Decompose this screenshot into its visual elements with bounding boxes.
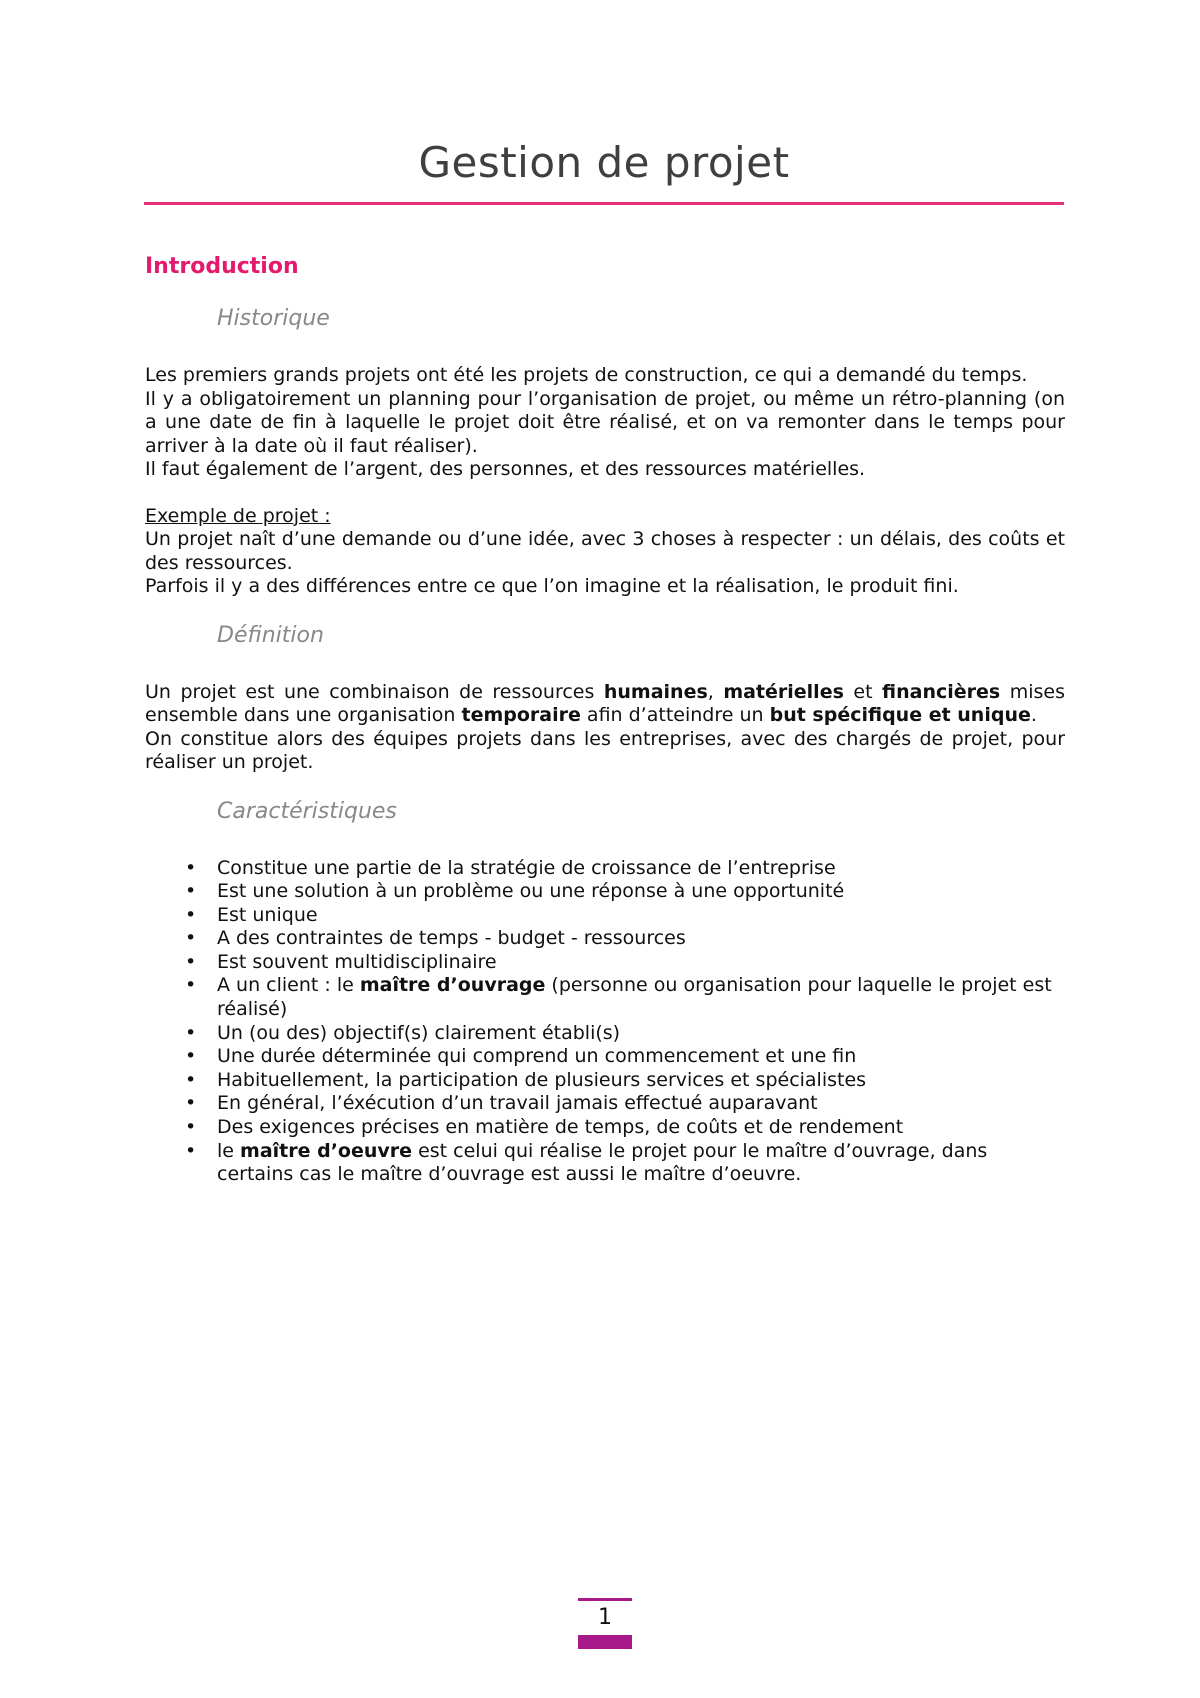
historique-paragraph-5: Parfois il y a des différences entre ce que l’on imagine et la réalisation, le produit fini.	[145, 575, 959, 597]
list-item	[145, 1116, 1065, 1140]
list-item-text: est celui qui réalise le projet pour le maître d’ouvrage, dans certains cas le maître d’ouvrage est aussi le maître d’oeuvre.	[217, 1139, 988, 1186]
list-item-bold-maitre-ouvrage: maître d’ouvrage	[359, 974, 546, 997]
list-item	[145, 1140, 1065, 1187]
historique-paragraph-1: Les premiers grands projets ont été les projets de construction, ce qui a demandé du temps.	[145, 364, 1028, 386]
definition-bold-but: but spécifique et unique	[769, 704, 1031, 726]
definition-text: mises ensemble dans une organisation	[145, 680, 1065, 726]
page-title: Gestion de projet	[418, 138, 790, 187]
definition-text: .	[1030, 704, 1037, 726]
list-item-text: A un client : le	[217, 974, 360, 997]
page-number-footer	[578, 1598, 632, 1649]
list-item-text: Constitue une partie de la stratégie de croissance de l’entreprise	[217, 856, 836, 879]
historique-paragraph-3: Il faut également de l’argent, des personnes, et des ressources matérielles.	[145, 458, 866, 480]
heading-historique: Historique	[217, 306, 330, 331]
list-item-text: Est une solution à un problème ou une réponse à une opportunité	[217, 880, 845, 903]
list-item-text: Une durée déterminée qui comprend un commencement et une fin	[217, 1045, 857, 1068]
bullet-icon: •	[185, 950, 197, 973]
list-item	[145, 857, 1065, 881]
list-item-text: En général, l’éxécution d’un travail jamais effectué auparavant	[217, 1092, 818, 1115]
characteristics-list	[145, 857, 1065, 1187]
bullet-icon: •	[185, 1092, 197, 1115]
list-item	[145, 1069, 1065, 1093]
heading-definition: Définition	[217, 622, 324, 648]
definition-bold-humaines: humaines	[603, 680, 708, 703]
list-item-text: Habituellement, la participation de plusieurs services et spécialistes	[217, 1068, 867, 1091]
definition-text: et	[843, 680, 883, 703]
title-underline	[144, 202, 1064, 205]
list-item-text: le	[217, 1139, 241, 1162]
list-item	[145, 1045, 1065, 1069]
heading-introduction: Introduction	[145, 254, 299, 279]
list-item	[145, 951, 1065, 975]
list-item	[145, 1092, 1065, 1116]
list-item-bold-maitre-oeuvre: maître d’oeuvre	[240, 1139, 413, 1162]
list-item-text: A des contraintes de temps - budget - ressources	[217, 927, 686, 950]
definition-text: Un projet est une combinaison de ressources	[145, 680, 604, 703]
list-item	[145, 974, 1065, 1021]
list-item	[145, 904, 1065, 928]
list-item-text: Est souvent multidisciplinaire	[217, 950, 497, 973]
page-number-bottom-bar	[578, 1635, 632, 1649]
bullet-icon: •	[185, 856, 197, 879]
bullet-icon: •	[185, 1068, 197, 1091]
definition-bold-temporaire: temporaire	[461, 704, 581, 726]
bullet-icon: •	[185, 1045, 197, 1068]
example-label: Exemple de projet :	[145, 504, 331, 527]
list-item-text: Des exigences précises en matière de temps, de coûts et de rendement	[217, 1116, 904, 1139]
bullet-icon: •	[185, 903, 197, 926]
historique-paragraph-2: Il y a obligatoirement un planning pour l’organisation de projet, ou même un rétro-planning (on a une date de fin à laquelle le projet doit être réalisé, et on va remonter dans le temps pour arriver à la date où il faut réaliser).	[145, 387, 1065, 457]
definition-bold-financieres: financières	[882, 680, 1001, 703]
definition-text: afin d’atteindre un	[580, 704, 770, 726]
definition-paragraph-1	[145, 681, 1065, 728]
bullet-icon: •	[185, 974, 197, 997]
list-item-text: Est unique	[217, 903, 318, 926]
list-item-text: Un (ou des) objectif(s) clairement établi(s)	[217, 1021, 621, 1044]
bullet-icon: •	[185, 1021, 197, 1044]
list-item	[145, 927, 1065, 951]
heading-caracteristiques: Caractéristiques	[217, 798, 397, 824]
bullet-icon: •	[185, 1139, 197, 1162]
definition-paragraph-2: On constitue alors des équipes projets dans les entreprises, avec des chargés de projet, pour réaliser un projet.	[145, 727, 1065, 773]
page-number: 1	[598, 1605, 612, 1630]
list-item-text: (personne ou organisation pour laquelle le projet est réalisé)	[217, 974, 1052, 1021]
example-label-line	[145, 505, 1065, 529]
document-body	[145, 252, 1065, 1187]
bullet-icon: •	[185, 1116, 197, 1139]
list-item	[145, 1022, 1065, 1046]
definition-text: ,	[707, 680, 724, 703]
bullet-icon: •	[185, 880, 197, 903]
historique-paragraph-4: Un projet naît d’une demande ou d’une idée, avec 3 choses à respecter : un délais, des coûts et des ressources.	[145, 528, 1065, 574]
bullet-icon: •	[185, 927, 197, 950]
spacer	[145, 482, 1065, 505]
list-item	[145, 880, 1065, 904]
definition-bold-materielles: matérielles	[723, 680, 844, 703]
